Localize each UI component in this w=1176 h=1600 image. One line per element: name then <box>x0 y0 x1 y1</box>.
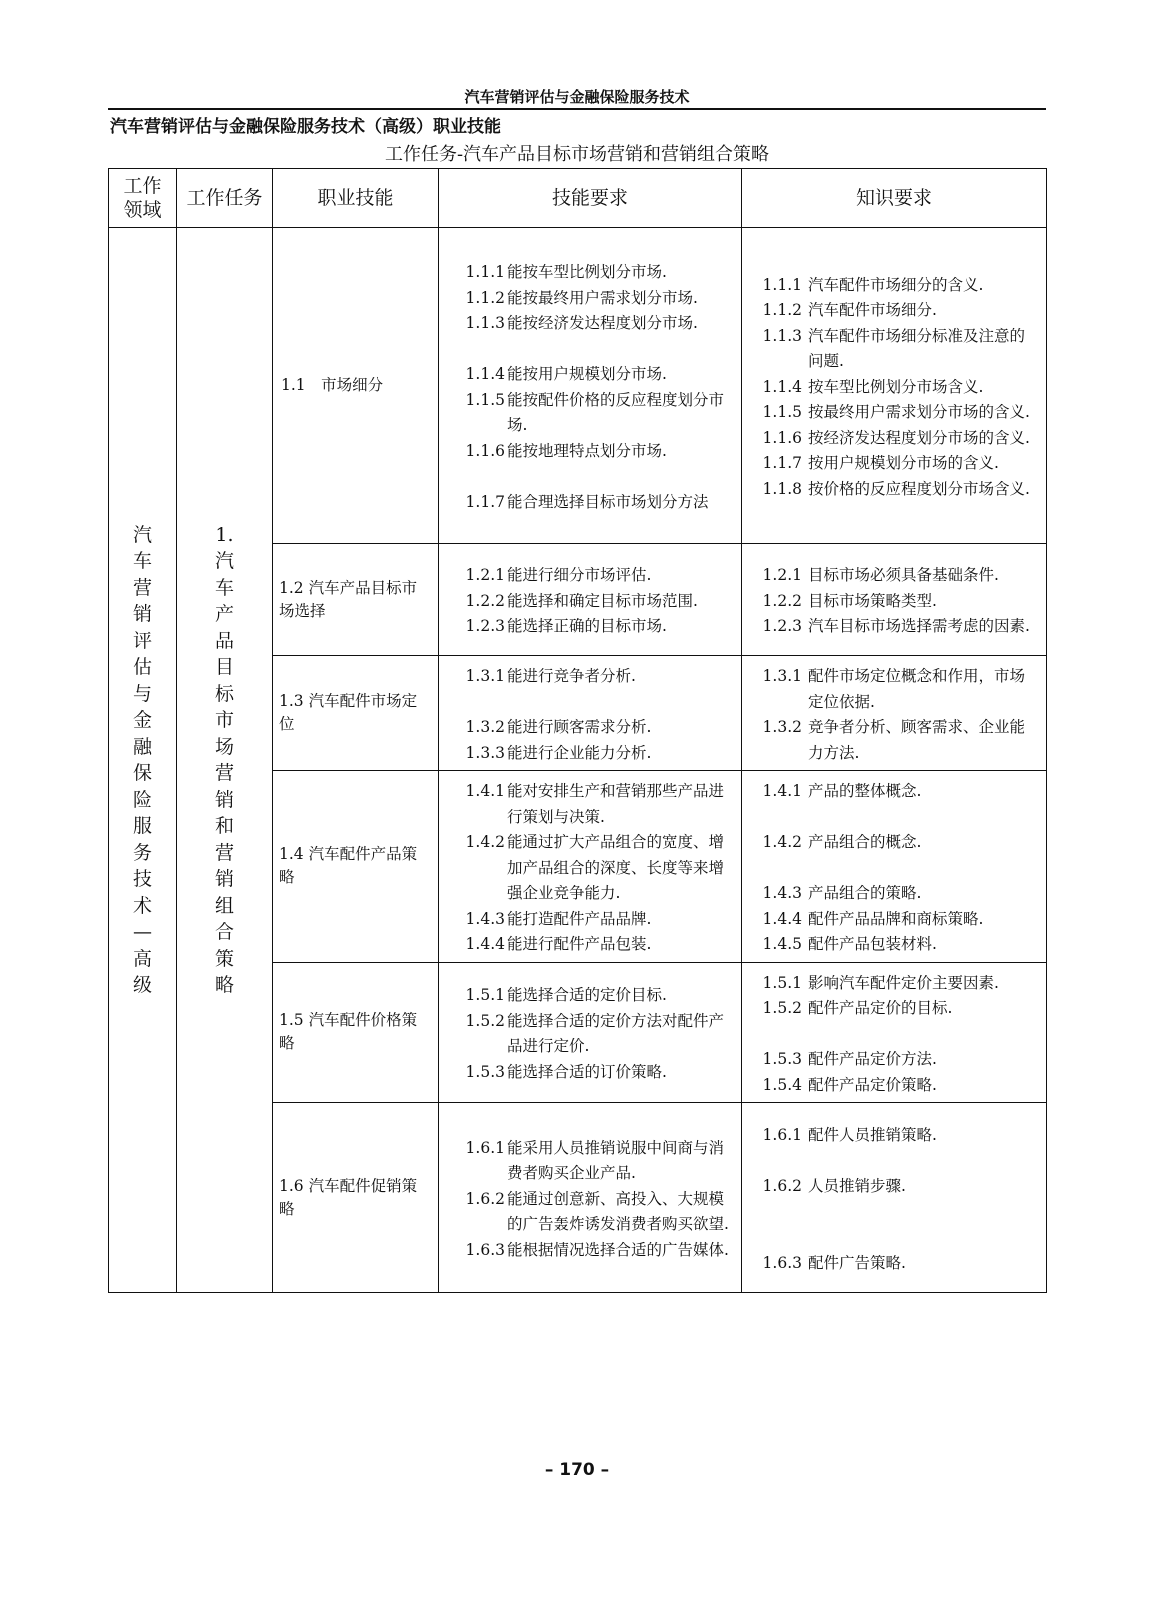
item-text: 能通过创意新、高投入、大规模的广告轰炸诱发消费者购买欲望. <box>507 1189 729 1234</box>
list-item <box>439 388 735 439</box>
list-item <box>742 971 1040 997</box>
spacer <box>439 337 735 363</box>
item-number: 1.2.3 <box>465 617 505 636</box>
item-text: 能通过扩大产品组合的宽度、增加产品组合的深度、长度等来增强企业竞争能力. <box>507 833 725 902</box>
list-item <box>742 426 1040 452</box>
item-text: 能按地理特点划分市场. <box>507 441 667 460</box>
item-text: 能进行竞争者分析. <box>507 667 636 685</box>
item-text: 影响汽车配件定价主要因素. <box>808 973 999 992</box>
list-item <box>742 298 1040 324</box>
header-domain-label: 工作领域 <box>123 175 162 221</box>
list-item <box>439 664 735 690</box>
work-domain-text: 汽车营销评估与金融保险服务技术—高级 <box>132 523 152 996</box>
list-item <box>742 614 1040 640</box>
skill-cell <box>273 544 439 656</box>
list-item <box>742 715 1040 766</box>
item-number: 1.3.2 <box>762 718 802 736</box>
work-task-text: 汽车产品目标市场营销和营销组合策略 <box>214 550 234 996</box>
list-item <box>439 362 735 388</box>
item-text: 能打造配件产品品牌. <box>507 909 652 928</box>
item-text: 竞争者分析、顾客需求、企业能力方法. <box>808 718 1026 762</box>
item-text: 按用户规模划分市场的含义. <box>808 454 999 473</box>
table-title: 工作任务-汽车产品目标市场营销和营销组合策略 <box>384 144 770 165</box>
knowledge-requirements-cell <box>742 544 1047 656</box>
knowledge-requirements-cell <box>742 656 1047 771</box>
item-number: 1.2.2 <box>465 591 505 610</box>
list-item <box>439 830 735 907</box>
list-item <box>439 1238 735 1264</box>
list-item <box>742 1174 1040 1200</box>
item-text: 配件产品定价的目标. <box>808 999 953 1017</box>
list-item <box>439 779 735 830</box>
header-task: 工作任务 <box>177 169 273 228</box>
list-item <box>742 589 1040 615</box>
knowledge-requirements-cell <box>742 228 1047 544</box>
spacer <box>439 464 735 490</box>
item-text: 汽车配件市场细分的含义. <box>808 275 984 294</box>
item-text: 配件市场定位概念和作用，市场定位依据. <box>808 667 1026 711</box>
item-number: 1.4.1 <box>762 782 802 800</box>
list-item <box>742 400 1040 426</box>
item-text: 产品的整体概念. <box>808 782 922 800</box>
spacer <box>742 856 1040 882</box>
item-number: 1.3.2 <box>465 718 505 736</box>
item-text: 汽车配件市场细分标准及注意的问题. <box>808 326 1026 371</box>
header-knowledge-requirements: 知识要求 <box>742 169 1047 228</box>
item-text: 能采用人员推销说服中间商与消费者购买企业产品. <box>507 1138 725 1183</box>
item-number: 1.2.1 <box>762 566 802 585</box>
item-number: 1.1.6 <box>465 441 505 460</box>
item-number: 1.1.5 <box>465 390 505 409</box>
item-text: 配件人员推销策略. <box>808 1126 937 1144</box>
list-item <box>742 1251 1040 1277</box>
list-item <box>439 490 735 516</box>
item-text: 能按最终用户需求划分市场. <box>507 288 698 307</box>
list-item <box>742 996 1040 1022</box>
skill-label: 1.2 汽车产品目标市场选择 <box>279 578 418 620</box>
item-text: 能选择和确定目标市场范围. <box>507 591 698 610</box>
item-text: 产品组合的策略. <box>808 884 922 902</box>
item-text: 能进行细分市场评估. <box>507 566 652 585</box>
work-domain-cell <box>109 228 177 1293</box>
list-item <box>439 932 735 958</box>
item-text: 按价格的反应程度划分市场含义. <box>808 479 1030 498</box>
header-skill: 职业技能 <box>273 169 439 228</box>
item-text: 能进行配件产品包装. <box>507 935 652 953</box>
item-text: 能对安排生产和营销那些产品进行策划与决策. <box>507 782 725 826</box>
skill-requirements-cell <box>439 544 742 656</box>
list-item <box>439 1060 735 1086</box>
item-number: 1.4.3 <box>762 884 802 902</box>
item-text: 能按车型比例划分市场. <box>507 263 667 281</box>
item-text: 配件产品定价策略. <box>808 1075 937 1094</box>
list-item <box>439 311 735 337</box>
item-number: 1.6.2 <box>465 1189 505 1208</box>
list-item <box>742 1073 1040 1099</box>
list-item <box>742 932 1040 958</box>
list-item <box>439 1136 735 1187</box>
item-text: 产品组合的概念. <box>808 833 922 851</box>
list-item <box>439 1187 735 1238</box>
skill-cell <box>273 771 439 963</box>
item-number: 1.1.5 <box>762 403 802 422</box>
item-text: 能进行顾客需求分析. <box>507 718 652 736</box>
item-number: 1.4.2 <box>465 833 505 851</box>
item-text: 能选择合适的订价策略. <box>507 1062 667 1081</box>
item-text: 按经济发达程度划分市场的含义. <box>808 428 1030 447</box>
running-head: 汽车营销评估与金融保险服务技术 <box>464 88 690 106</box>
item-number: 1.1.1 <box>465 263 505 281</box>
item-text: 能选择合适的定价目标. <box>507 986 667 1005</box>
item-number: 1.1.8 <box>762 479 802 498</box>
table-header-row <box>109 169 1047 228</box>
work-task-cell <box>177 228 273 1293</box>
item-text: 配件产品包装材料. <box>808 935 937 953</box>
skill-cell <box>273 656 439 771</box>
item-number: 1.2.1 <box>465 566 505 585</box>
item-text: 目标市场策略类型. <box>808 591 937 610</box>
item-text: 能选择合适的定价方法对配件产品进行定价. <box>507 1011 725 1056</box>
skill-cell <box>273 962 439 1103</box>
item-text: 按最终用户需求划分市场的含义. <box>808 403 1030 422</box>
spacer <box>742 1149 1040 1175</box>
list-item <box>742 830 1040 856</box>
list-item <box>439 589 735 615</box>
item-text: 能按经济发达程度划分市场. <box>507 314 698 332</box>
item-number: 1.4.3 <box>465 909 505 928</box>
list-item <box>439 983 735 1009</box>
list-item <box>742 273 1040 299</box>
item-number: 1.4.2 <box>762 833 802 851</box>
item-number: 1.2.3 <box>762 617 802 636</box>
skill-label: 1.5 汽车配件价格策略 <box>279 1011 418 1053</box>
list-item <box>742 563 1040 589</box>
item-text: 人员推销步骤. <box>808 1177 906 1195</box>
item-text: 配件产品定价方法. <box>808 1050 937 1068</box>
item-text: 能按配件价格的反应程度划分市场. <box>507 390 725 434</box>
item-number: 1.1.2 <box>465 288 505 307</box>
item-number: 1.5.3 <box>465 1062 505 1081</box>
list-item <box>742 664 1040 715</box>
spacer <box>439 690 735 716</box>
list-item <box>742 907 1040 933</box>
item-number: 1.6.1 <box>762 1126 802 1144</box>
item-number: 1.1.4 <box>465 365 505 383</box>
list-item <box>439 563 735 589</box>
skill-label: 1.3 汽车配件市场定位 <box>279 692 418 733</box>
item-number: 1.5.2 <box>762 999 802 1017</box>
knowledge-requirements-cell <box>742 771 1047 963</box>
knowledge-requirements-cell <box>742 1103 1047 1293</box>
list-item <box>742 324 1040 375</box>
item-text: 能选择正确的目标市场. <box>507 617 667 636</box>
list-item <box>742 881 1040 907</box>
item-number: 1.6.1 <box>465 1138 505 1157</box>
table-row <box>109 228 1047 544</box>
spacer <box>742 1225 1040 1251</box>
item-number: 1.4.4 <box>762 909 802 928</box>
skill-label: 1.1 市场细分 <box>281 376 384 394</box>
skill-requirements-cell <box>439 771 742 963</box>
item-number: 1.5.2 <box>465 1011 505 1030</box>
item-number: 1.1.3 <box>465 314 505 332</box>
skill-requirements-cell <box>439 962 742 1103</box>
item-number: 1.4.4 <box>465 935 505 953</box>
skill-requirements-cell <box>439 656 742 771</box>
item-number: 1.1.1 <box>762 275 802 294</box>
skill-requirements-cell <box>439 228 742 544</box>
item-number: 1.4.1 <box>465 782 505 800</box>
list-item <box>439 907 735 933</box>
list-item <box>742 451 1040 477</box>
item-number: 1.6.2 <box>762 1177 802 1195</box>
skill-label: 1.4 汽车配件产品策略 <box>279 845 418 887</box>
item-number: 1.1.6 <box>762 428 802 447</box>
header-domain <box>109 169 177 228</box>
item-number: 1.3.1 <box>762 667 802 685</box>
document-title: 汽车营销评估与金融保险服务技术（高级）职业技能 <box>110 117 501 137</box>
list-item <box>439 614 735 640</box>
page-number: – 170 – <box>544 1460 610 1480</box>
item-text: 汽车目标市场选择需考虑的因素. <box>808 617 1030 636</box>
item-text: 配件广告策略. <box>808 1253 906 1272</box>
skill-label: 1.6 汽车配件促销策略 <box>279 1176 418 1218</box>
item-number: 1.1.7 <box>762 454 802 473</box>
item-number: 1.6.3 <box>465 1240 505 1259</box>
item-number: 1.1.3 <box>762 326 802 345</box>
item-number: 1.1.2 <box>762 301 802 320</box>
list-item <box>742 779 1040 805</box>
list-item <box>439 286 735 312</box>
list-item <box>742 375 1040 401</box>
knowledge-requirements-cell <box>742 962 1047 1103</box>
skill-cell <box>273 228 439 544</box>
item-text: 能合理选择目标市场划分方法 <box>507 492 709 511</box>
item-text: 能按用户规模划分市场. <box>507 365 667 383</box>
list-item <box>742 477 1040 503</box>
item-number: 1.2.2 <box>762 591 802 610</box>
list-item <box>439 439 735 465</box>
item-text: 能根据情况选择合适的广告媒体. <box>507 1240 729 1259</box>
item-text: 汽车配件市场细分. <box>808 301 937 320</box>
item-number: 1.6.3 <box>762 1253 802 1272</box>
item-text: 按车型比例划分市场含义. <box>808 377 984 396</box>
spacer <box>742 805 1040 831</box>
item-number: 1.1.4 <box>762 377 802 396</box>
list-item <box>439 741 735 767</box>
list-item <box>742 1123 1040 1149</box>
header-rule <box>108 108 1046 110</box>
item-number: 1.3.1 <box>465 667 505 685</box>
spacer <box>742 1022 1040 1048</box>
list-item <box>439 1009 735 1060</box>
list-item <box>439 715 735 741</box>
item-number: 1.3.3 <box>465 743 505 762</box>
skill-cell <box>273 1103 439 1293</box>
header-skill-requirements: 技能要求 <box>439 169 742 228</box>
item-text: 能进行企业能力分析. <box>507 743 652 762</box>
skills-table <box>108 168 1047 1293</box>
item-text: 目标市场必须具备基础条件. <box>808 566 999 585</box>
item-text: 配件产品品牌和商标策略. <box>808 909 984 928</box>
spacer <box>742 1200 1040 1226</box>
item-number: 1.1.7 <box>465 492 505 511</box>
list-item <box>439 260 735 286</box>
item-number: 1.5.4 <box>762 1075 802 1094</box>
list-item <box>742 1047 1040 1073</box>
item-number: 1.5.1 <box>465 986 505 1005</box>
work-task-number: 1. <box>215 523 234 546</box>
item-number: 1.4.5 <box>762 935 802 953</box>
item-number: 1.5.1 <box>762 973 802 992</box>
item-number: 1.5.3 <box>762 1050 802 1068</box>
skill-requirements-cell <box>439 1103 742 1293</box>
